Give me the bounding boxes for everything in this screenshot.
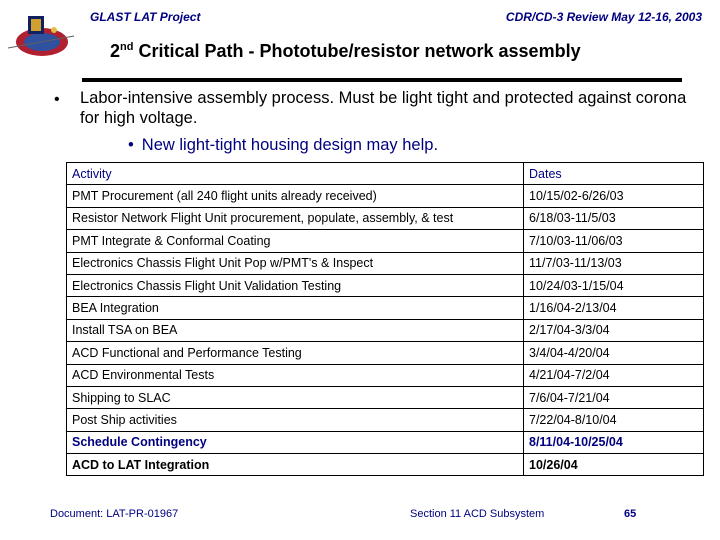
- table-row-contingency: [67, 431, 704, 453]
- table-row: [67, 207, 704, 229]
- header-dates: Dates: [524, 163, 704, 185]
- dates-cell: 11/7/03-11/13/03: [524, 252, 704, 274]
- activity-cell: ACD Functional and Performance Testing: [67, 342, 524, 364]
- activity-cell: Electronics Chassis Flight Unit Pop w/PMT's & Inspect: [67, 252, 524, 274]
- dates-cell: 10/26/04: [524, 454, 704, 476]
- header-review: CDR/CD-3 Review May 12-16, 2003: [505, 10, 702, 24]
- activity-cell: Electronics Chassis Flight Unit Validation Testing: [67, 274, 524, 296]
- dates-cell: 7/6/04-7/21/04: [524, 386, 704, 408]
- table-row: [67, 386, 704, 408]
- header-project: GLAST LAT Project: [90, 10, 201, 24]
- activity-cell: Post Ship activities: [67, 409, 524, 431]
- bullet-text: Labor-intensive assembly process. Must be light tight and protected against corona for high voltage.: [80, 89, 687, 127]
- table-header-row: [67, 163, 704, 185]
- table-row: [67, 319, 704, 341]
- table-row-lat-integration: [67, 454, 704, 476]
- page-number: 65: [624, 508, 637, 520]
- table-row: [67, 274, 704, 296]
- dates-cell: 10/24/03-1/15/04: [524, 274, 704, 296]
- activity-cell: BEA Integration: [67, 297, 524, 319]
- table-row: [67, 409, 704, 431]
- bullet-marker: •: [54, 91, 60, 108]
- schedule-table: [66, 162, 704, 476]
- table-row: [67, 185, 704, 207]
- dates-cell: 10/15/02-6/26/03: [524, 185, 704, 207]
- dates-cell: 8/11/04-10/25/04: [524, 431, 704, 453]
- table-row: [67, 364, 704, 386]
- activity-cell: Install TSA on BEA: [67, 319, 524, 341]
- dates-cell: 7/10/03-11/06/03: [524, 230, 704, 252]
- activity-cell: Schedule Contingency: [67, 431, 524, 453]
- header-activity: Activity: [67, 163, 524, 185]
- slide-title: 2nd Critical Path - Phototube/resistor network assembly: [110, 41, 581, 61]
- activity-cell: ACD Environmental Tests: [67, 364, 524, 386]
- activity-cell: ACD to LAT Integration: [67, 454, 524, 476]
- activity-cell: PMT Integrate & Conformal Coating: [67, 230, 524, 252]
- dates-cell: 7/22/04-8/10/04: [524, 409, 704, 431]
- activity-cell: Resistor Network Flight Unit procurement, populate, assembly, & test: [67, 207, 524, 229]
- dates-cell: 1/16/04-2/13/04: [524, 297, 704, 319]
- footer-document: Document: LAT-PR-01967: [50, 508, 179, 520]
- dates-cell: 3/4/04-4/20/04: [524, 342, 704, 364]
- title-rule: [82, 78, 682, 82]
- dates-cell: 6/18/03-11/5/03: [524, 207, 704, 229]
- table-row: [67, 297, 704, 319]
- sub-bullet: • New light-tight housing design may help.: [128, 136, 439, 154]
- table-row: [67, 230, 704, 252]
- table-row: [67, 252, 704, 274]
- table-row: [67, 342, 704, 364]
- activity-cell: Shipping to SLAC: [67, 386, 524, 408]
- footer-section: Section 11 ACD Subsystem: [410, 508, 545, 520]
- glast-logo: [6, 8, 76, 64]
- dates-cell: 2/17/04-3/3/04: [524, 319, 704, 341]
- dates-cell: 4/21/04-7/2/04: [524, 364, 704, 386]
- activity-cell: PMT Procurement (all 240 flight units already received): [67, 185, 524, 207]
